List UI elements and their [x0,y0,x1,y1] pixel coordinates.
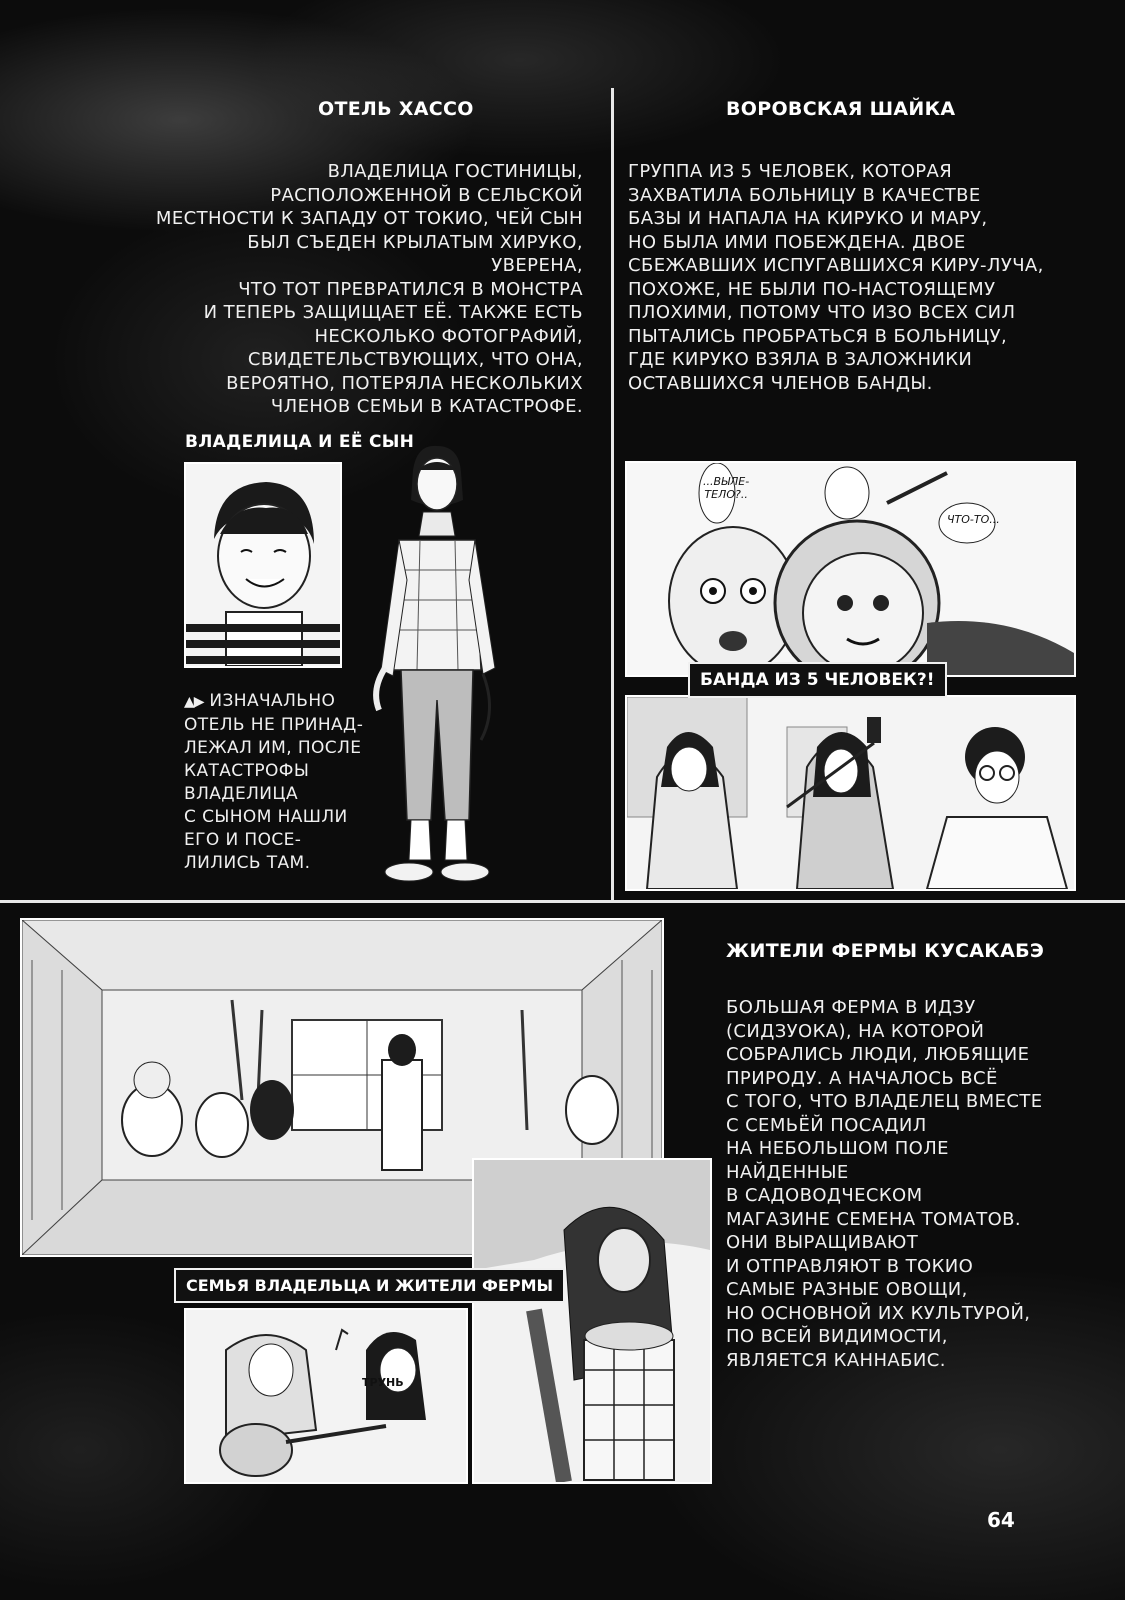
farm-worker-panel [472,1158,712,1484]
hasso-text-line: ЧТО ТОТ ПРЕВРАТИЛСЯ В МОНСТРА [238,278,583,300]
son-portrait-illustration [186,464,340,666]
hasso-text-line: ЧЛЕНОВ СЕМЬИ В КАТАСТРОФЕ. [270,396,583,417]
hasso-title: ОТЕЛЬ ХАССО [318,98,474,120]
hasso-text-line: ВЛАДЕЛИЦА ГОСТИНИЦЫ, [327,161,583,182]
farm-text-line: С СЕМЬЁЙ ПОСАДИЛ [726,1114,927,1136]
farm-text-line: ПРИРОДУ. А НАЧАЛОСЬ ВСЁ [726,1067,998,1089]
hasso-text-line: МЕСТНОСТИ К ЗАПАДУ ОТ ТОКИО, ЧЕЙ СЫН [155,208,583,229]
farm-text-line: СОБРАЛИСЬ ЛЮДИ, ЛЮБЯЩИЕ [726,1044,1030,1065]
farm-text-line: БОЛЬШАЯ ФЕРМА В ИДЗУ [726,997,976,1018]
hasso-caption-line: ЕГО И ПОСЕ- [184,830,302,850]
hasso-text-line: СВИДЕТЕЛЬСТВУЮЩИХ, ЧТО ОНА, [247,349,583,370]
gang-description [628,160,1048,395]
farm-description [726,996,1086,1372]
farm-text-line: ОНИ ВЫРАЩИВАЮТ [726,1232,919,1253]
gang-text-line: НО БЫЛА ИМИ ПОБЕЖДЕНА. ДВОЕ [628,231,966,253]
bubble-chto-to: ЧТО-ТО... [947,513,1000,526]
farm-guitar-illustration [186,1310,466,1482]
gang-title: ВОРОВСКАЯ ШАЙКА [726,98,956,120]
hasso-caption-line: ИЗНАЧАЛЬНО [209,691,336,711]
gang-text-line: ПЫТАЛИСЬ ПРОБРАТЬСЯ В БОЛЬНИЦУ, [628,325,1008,347]
gang-text-line: ЗАХВАТИЛА БОЛЬНИЦУ В КАЧЕСТВЕ [628,184,981,206]
hasso-text-line: И ТЕПЕРЬ ЗАЩИЩАЕТ ЕЁ. ТАКЖЕ ЕСТЬ [203,302,583,323]
gang-closeup-illustration [627,463,1074,675]
gang-closeup-panel [625,461,1076,677]
hasso-caption-line: С СЫНОМ НАШЛИ [184,807,348,827]
gang-text-line: ГДЕ КИРУКО ВЗЯЛА В ЗАЛОЖНИКИ [628,349,973,370]
farm-text-line: И ОТПРАВЛЯЮТ В ТОКИО [726,1255,974,1277]
hasso-caption [184,690,363,875]
farm-title: ЖИТЕЛИ ФЕРМЫ КУСАКАБЭ [726,940,1045,962]
farm-guitar-panel [184,1308,468,1484]
gang-text-line: ПЛОХИМИ, ПОТОМУ ЧТО ИЗО ВСЕХ СИЛ [628,302,1016,323]
hasso-caption-line: ЛИЛИСЬ ТАМ. [184,853,311,873]
farm-text-line: САМЫЕ РАЗНЫЕ ОВОЩИ, [726,1279,968,1300]
hasso-image-label: ВЛАДЕЛИЦА И ЕЁ СЫН [185,432,415,452]
vertical-divider [611,88,614,900]
gang-text-line: ОСТАВШИХСЯ ЧЛЕНОВ БАНДЫ. [628,372,933,394]
hasso-text-line: БЫЛ СЪЕДЕН КРЫЛАТЫМ ХИРУКО, УВЕРЕНА, [247,231,583,276]
farm-text-line: С ТОГО, ЧТО ВЛАДЕЛЕЦ ВМЕСТЕ [726,1091,1043,1112]
hasso-caption-line: КАТАСТРОФЫ [184,761,310,781]
gang-text-line: БАЗЫ И НАПАЛА НА КИРУКО И МАРУ, [628,208,988,229]
son-portrait-panel [184,462,342,668]
hasso-description [150,160,583,419]
hasso-caption-line: ОТЕЛЬ НЕ ПРИНАД- [184,715,364,735]
pointer-arrows-icon: ▲▶ [184,694,204,710]
horizontal-divider [0,900,1125,903]
farm-image-label: СЕМЬЯ ВЛАДЕЛЬЦА И ЖИТЕЛИ ФЕРМЫ [174,1268,565,1303]
farm-worker-illustration [474,1160,710,1482]
gang-group-illustration [627,697,1074,889]
gang-group-panel [625,695,1076,891]
farm-text-line: НАЙДЕННЫЕ [726,1161,849,1183]
hasso-text-line: ВЕРОЯТНО, ПОТЕРЯЛА НЕСКОЛЬКИХ [226,372,583,394]
hasso-text-line: РАСПОЛОЖЕННОЙ В СЕЛЬСКОЙ [270,184,583,206]
farm-text-line: ПО ВСЕЙ ВИДИМОСТИ, [726,1326,948,1347]
hasso-caption-text [184,691,363,875]
gang-text-line: ГРУППА ИЗ 5 ЧЕЛОВЕК, КОТОРАЯ [628,161,953,182]
farm-text-line: В САДОВОДЧЕСКОМ [726,1185,923,1206]
hotel-owner-figure [365,440,505,895]
farm-text-line: (СИДЗУОКА), НА КОТОРОЙ [726,1020,985,1042]
farm-text-line: МАГАЗИНЕ СЕМЕНА ТОМАТОВ. [726,1208,1022,1230]
sfx-trun: ТРУНЬ [362,1376,404,1389]
gang-text-line: СБЕЖАВШИХ ИСПУГАВШИХСЯ КИРУ-ЛУЧА, [628,255,1044,276]
hasso-caption-line: ЛЕЖАЛ ИМ, ПОСЛЕ [184,738,362,758]
gang-image-label: БАНДА ИЗ 5 ЧЕЛОВЕК?! [688,662,947,698]
farm-text-line: НО ОСНОВНОЙ ИХ КУЛЬТУРОЙ, [726,1302,1031,1324]
farm-text-line: ЯВЛЯЕТСЯ КАННАБИС. [726,1349,946,1371]
hasso-caption-line: ВЛАДЕЛИЦА [184,784,299,804]
gang-text-line: ПОХОЖЕ, НЕ БЫЛИ ПО-НАСТОЯЩЕМУ [628,278,996,300]
bubble-vyletelo: ...ВЫЛЕ- ТЕЛО?.. [703,475,750,501]
page-number: 64 [987,1508,1015,1532]
farm-text-line: НА НЕБОЛЬШОМ ПОЛЕ [726,1138,949,1159]
hasso-text-line: НЕСКОЛЬКО ФОТОГРАФИЙ, [314,325,583,347]
